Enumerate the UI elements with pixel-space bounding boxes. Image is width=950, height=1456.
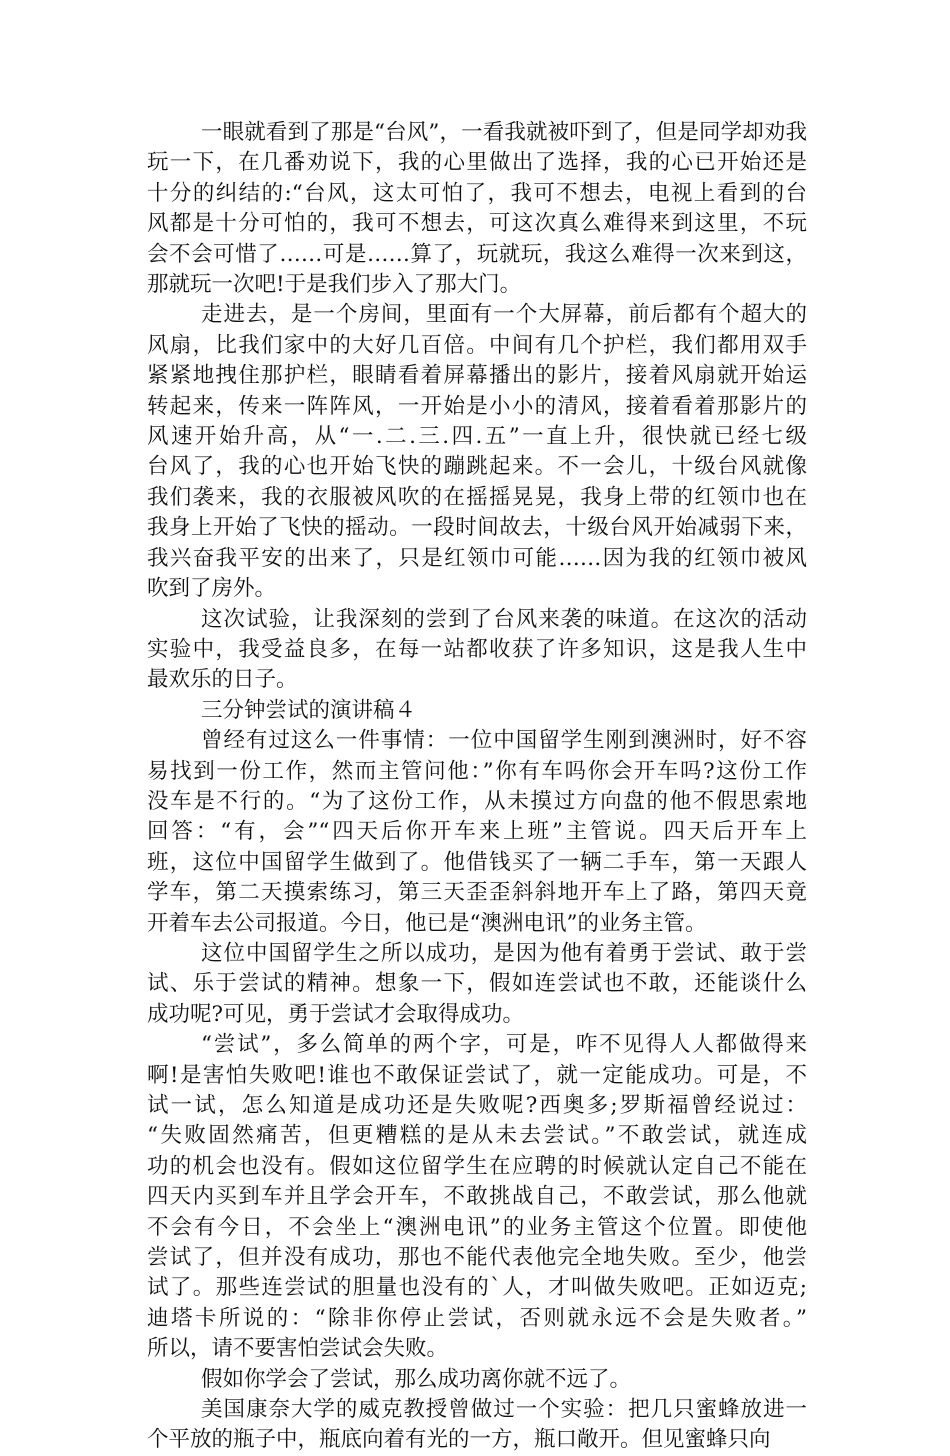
text-line: 迪塔卡所说的：“除非你停止尝试，否则就永远不会是失败者。” (147, 1305, 807, 1331)
text-line: 功的机会也没有。假如这位留学生在应聘的时候就认定自己不能在 (147, 1153, 807, 1179)
text-line: 风都是十分可怕的，我可不想去，可这次真么难得来到这里，不玩 (147, 211, 807, 237)
paragraph (147, 118, 807, 300)
text-line: 最欢乐的日子。 (147, 667, 298, 693)
text-line: 班，这位中国留学生做到了。他借钱买了一辆二手车，第一天跟人 (147, 849, 807, 875)
paragraph (147, 1395, 807, 1456)
text-line: 我兴奋我平安的出来了，只是红领巾可能……因为我的红领巾被风 (147, 545, 807, 571)
text-line: 不会有今日，不会坐上“澳洲电讯”的业务主管这个位置。即使他 (147, 1214, 807, 1240)
text-line: 成功呢?可见，勇于尝试才会取得成功。 (147, 1001, 525, 1027)
text-line: 试、乐于尝试的精神。想象一下，假如连尝试也不敢，还能谈什么 (147, 971, 807, 997)
text-line: 这位中国留学生之所以成功，是因为他有着勇于尝试、敢于尝 (201, 940, 807, 966)
text-line: 一眼就看到了那是“台风”，一看我就被吓到了，但是同学却劝我 (201, 120, 807, 145)
text-line: 开着车去公司报道。今日，他已是“澳洲电讯”的业务主管。 (147, 910, 707, 936)
text-line: 我们袭来，我的衣服被风吹的在摇摇晃晃，我身上带的红领巾也在 (147, 484, 807, 510)
paragraph (147, 726, 807, 939)
text-line: 假如你学会了尝试，那么成功离你就不远了。 (201, 1366, 632, 1392)
text-line: 转起来，传来一阵阵风，一开始是小小的清风，接着看着那影片的 (147, 393, 807, 419)
text-line: 四天内买到车并且学会开车，不敢挑战自己，不敢尝试，那么他就 (147, 1184, 807, 1210)
paragraph (147, 605, 807, 696)
text-line: 吹到了房外。 (147, 576, 277, 602)
text-line: 个平放的瓶子中，瓶底向着有光的一方，瓶口敞开。但见蜜蜂只向 (147, 1427, 771, 1453)
text-line: 试了。那些连尝试的胆量也没有的`人，才叫做失败吧。正如迈克; (147, 1275, 807, 1301)
text-line: “失败固然痛苦，但更糟糕的是从未去尝试。”不敢尝试，就连成 (147, 1123, 807, 1149)
paragraph (147, 1030, 807, 1364)
text-line: 尝试了，但并没有成功，那也不能代表他完全地失败。至少，他尝 (147, 1245, 807, 1271)
text-line: 台风了，我的心也开始飞快的蹦跳起来。不一会儿，十级台风就像 (147, 454, 807, 480)
text-line: 曾经有过这么一件事情：一位中国留学生刚到澳洲时，好不容 (201, 728, 807, 754)
text-line: 紧紧地拽住那护栏，眼睛看着屏幕播出的影片，接着风扇就开始运 (147, 363, 807, 389)
section-heading (147, 696, 807, 726)
text-line: 试一试，怎么知道是成功还是失败呢?西奥多;罗斯福曾经说过： (147, 1093, 807, 1118)
paragraph (147, 300, 807, 604)
text-line: 风扇，比我们家中的大好几百倍。中间有几个护栏，我们都用双手 (147, 332, 807, 358)
text-line: 回答：“有，会”“四天后你开车来上班”主管说。四天后开车上 (147, 819, 807, 845)
text-line: 易找到一份工作，然而主管问他：”你有车吗你会开车吗?这份工作 (147, 758, 807, 784)
text-line: 所以，请不要害怕尝试会失败。 (147, 1336, 449, 1362)
text-line: 十分的纠结的:“台风，这太可怕了，我可不想去，电视上看到的台 (147, 180, 807, 206)
text-line: 这次试验，让我深刻的尝到了台风来袭的味道。在这次的活动 (201, 606, 807, 632)
text-line: 走进去，是一个房间，里面有一个大屏幕，前后都有个超大的 (201, 302, 807, 328)
text-line: 实验中，我受益良多，在每一站都收获了许多知识，这是我人生中 (147, 636, 807, 662)
text-line: 啊!是害怕失败吧!谁也不敢保证尝试了，就一定能成功。可是，不 (147, 1062, 807, 1088)
text-line: 三分钟尝试的演讲稿４ (201, 697, 417, 723)
text-line: 学车，第二天摸索练习，第三天歪歪斜斜地开车上了路，第四天竟 (147, 880, 807, 906)
text-line: 玩一下，在几番劝说下，我的心里做出了选择，我的心已开始还是 (147, 150, 807, 176)
text-line: 风速开始升高，从“一.二.三.四.五”一直上升，很快就已经七级 (147, 424, 807, 450)
paragraph (147, 1365, 807, 1395)
text-line: “尝试”，多么简单的两个字，可是，咋不见得人人都做得来 (201, 1032, 807, 1058)
text-line: 我身上开始了飞快的摇动。一段时间故去，十级台风开始减弱下来， (147, 515, 807, 541)
document-page (147, 118, 807, 1456)
text-line: 那就玩一次吧!于是我们步入了那大门。 (147, 272, 522, 298)
paragraph (147, 939, 807, 1030)
text-line: 没车是不行的。“为了这份工作，从未摸过方向盘的他不假思索地 (147, 788, 807, 814)
text-line: 会不会可惜了……可是……算了，玩就玩，我这么难得一次来到这， (147, 241, 807, 267)
text-line: 美国康奈大学的威克教授曾做过一个实验：把几只蜜蜂放进一 (201, 1397, 807, 1423)
